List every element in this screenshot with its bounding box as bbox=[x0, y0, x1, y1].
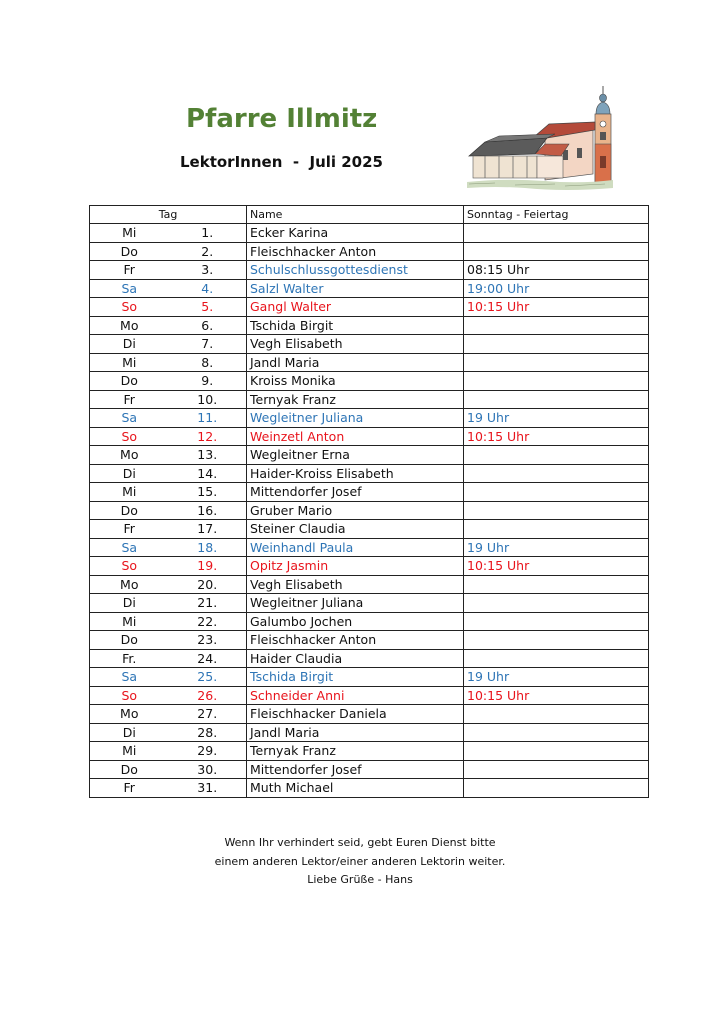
row-date: 4. bbox=[169, 279, 247, 298]
page-subtitle: LektorInnen - Juli 2025 bbox=[180, 153, 383, 171]
row-name: Gangl Walter bbox=[247, 298, 464, 317]
row-name: Wegleitner Juliana bbox=[247, 594, 464, 613]
row-time: 19 Uhr bbox=[464, 538, 649, 557]
table-row bbox=[90, 760, 649, 779]
row-name: Jandl Maria bbox=[247, 723, 464, 742]
row-name: Vegh Elisabeth bbox=[247, 335, 464, 354]
row-name: Weinzetl Anton bbox=[247, 427, 464, 446]
row-time bbox=[464, 501, 649, 520]
table-row bbox=[90, 261, 649, 280]
row-date: 10. bbox=[169, 390, 247, 409]
row-name: Mittendorfer Josef bbox=[247, 483, 464, 502]
table-row bbox=[90, 575, 649, 594]
row-day: Sa bbox=[90, 409, 169, 428]
row-day: So bbox=[90, 686, 169, 705]
table-row bbox=[90, 224, 649, 243]
row-day: Do bbox=[90, 372, 169, 391]
table-row bbox=[90, 353, 649, 372]
row-time bbox=[464, 594, 649, 613]
table-row bbox=[90, 409, 649, 428]
row-time bbox=[464, 779, 649, 798]
row-time: 08:15 Uhr bbox=[464, 261, 649, 280]
row-name: Salzl Walter bbox=[247, 279, 464, 298]
row-date: 1. bbox=[169, 224, 247, 243]
page-title: Pfarre Illmitz bbox=[186, 104, 378, 134]
table-row bbox=[90, 483, 649, 502]
table-row bbox=[90, 557, 649, 576]
footer-line-3: Liebe Grüße - Hans bbox=[307, 873, 413, 886]
table-row bbox=[90, 390, 649, 409]
row-name: Jandl Maria bbox=[247, 353, 464, 372]
row-day: Di bbox=[90, 335, 169, 354]
row-time: 10:15 Uhr bbox=[464, 557, 649, 576]
row-day: Do bbox=[90, 501, 169, 520]
row-time bbox=[464, 353, 649, 372]
row-date: 6. bbox=[169, 316, 247, 335]
row-date: 8. bbox=[169, 353, 247, 372]
row-time: 19:00 Uhr bbox=[464, 279, 649, 298]
row-time: 10:15 Uhr bbox=[464, 686, 649, 705]
row-name: Galumbo Jochen bbox=[247, 612, 464, 631]
row-time bbox=[464, 390, 649, 409]
row-date: 9. bbox=[169, 372, 247, 391]
table-row bbox=[90, 723, 649, 742]
lektor-table bbox=[89, 205, 649, 798]
row-time bbox=[464, 631, 649, 650]
row-day: Fr bbox=[90, 261, 169, 280]
row-date: 14. bbox=[169, 464, 247, 483]
row-date: 13. bbox=[169, 446, 247, 465]
row-name: Ecker Karina bbox=[247, 224, 464, 243]
row-date: 11. bbox=[169, 409, 247, 428]
row-date: 28. bbox=[169, 723, 247, 742]
row-name: Schneider Anni bbox=[247, 686, 464, 705]
row-day: Di bbox=[90, 464, 169, 483]
row-day: Mi bbox=[90, 612, 169, 631]
row-day: Mi bbox=[90, 224, 169, 243]
header-tag: Tag bbox=[90, 206, 247, 224]
row-day: Do bbox=[90, 760, 169, 779]
table-row bbox=[90, 649, 649, 668]
row-date: 23. bbox=[169, 631, 247, 650]
row-date: 18. bbox=[169, 538, 247, 557]
table-row bbox=[90, 464, 649, 483]
row-day: Do bbox=[90, 631, 169, 650]
row-date: 2. bbox=[169, 242, 247, 261]
table-row bbox=[90, 538, 649, 557]
row-day: Fr. bbox=[90, 649, 169, 668]
table-row bbox=[90, 427, 649, 446]
row-time bbox=[464, 705, 649, 724]
row-date: 26. bbox=[169, 686, 247, 705]
row-time bbox=[464, 760, 649, 779]
row-date: 12. bbox=[169, 427, 247, 446]
row-name: Wegleitner Erna bbox=[247, 446, 464, 465]
row-name: Tschida Birgit bbox=[247, 316, 464, 335]
table-row bbox=[90, 668, 649, 687]
table-row bbox=[90, 372, 649, 391]
row-time bbox=[464, 372, 649, 391]
row-date: 19. bbox=[169, 557, 247, 576]
row-time: 10:15 Uhr bbox=[464, 427, 649, 446]
row-day: Fr bbox=[90, 779, 169, 798]
table-row bbox=[90, 242, 649, 261]
row-day: Mi bbox=[90, 353, 169, 372]
row-time bbox=[464, 575, 649, 594]
row-name: Fleischhacker Anton bbox=[247, 242, 464, 261]
footer-note bbox=[150, 834, 570, 890]
table-row bbox=[90, 779, 649, 798]
row-date: 27. bbox=[169, 705, 247, 724]
row-name: Fleischhacker Anton bbox=[247, 631, 464, 650]
row-time: 10:15 Uhr bbox=[464, 298, 649, 317]
row-day: Do bbox=[90, 242, 169, 261]
row-date: 31. bbox=[169, 779, 247, 798]
row-day: So bbox=[90, 557, 169, 576]
header-name: Name bbox=[247, 206, 464, 224]
table-row bbox=[90, 298, 649, 317]
row-time bbox=[464, 464, 649, 483]
row-day: So bbox=[90, 298, 169, 317]
table-header-row bbox=[90, 206, 649, 224]
table-row bbox=[90, 279, 649, 298]
row-day: Di bbox=[90, 594, 169, 613]
row-day: Sa bbox=[90, 279, 169, 298]
row-name: Weinhandl Paula bbox=[247, 538, 464, 557]
row-name: Haider Claudia bbox=[247, 649, 464, 668]
table-row bbox=[90, 501, 649, 520]
row-day: Mi bbox=[90, 483, 169, 502]
row-date: 16. bbox=[169, 501, 247, 520]
table-row bbox=[90, 316, 649, 335]
row-day: Fr bbox=[90, 520, 169, 539]
church-drawing-icon bbox=[465, 84, 615, 196]
row-date: 25. bbox=[169, 668, 247, 687]
row-day: Mi bbox=[90, 742, 169, 761]
row-name: Opitz Jasmin bbox=[247, 557, 464, 576]
row-name: Kroiss Monika bbox=[247, 372, 464, 391]
row-date: 29. bbox=[169, 742, 247, 761]
row-name: Vegh Elisabeth bbox=[247, 575, 464, 594]
row-time bbox=[464, 224, 649, 243]
row-date: 3. bbox=[169, 261, 247, 280]
row-time bbox=[464, 723, 649, 742]
row-date: 20. bbox=[169, 575, 247, 594]
row-time bbox=[464, 242, 649, 261]
table-row bbox=[90, 705, 649, 724]
table-row bbox=[90, 686, 649, 705]
row-time: 19 Uhr bbox=[464, 409, 649, 428]
row-name: Wegleitner Juliana bbox=[247, 409, 464, 428]
row-date: 7. bbox=[169, 335, 247, 354]
header-sonntag: Sonntag - Feiertag bbox=[464, 206, 649, 224]
table-row bbox=[90, 520, 649, 539]
table-row bbox=[90, 612, 649, 631]
row-day: Di bbox=[90, 723, 169, 742]
table-row bbox=[90, 594, 649, 613]
row-day: Mo bbox=[90, 316, 169, 335]
row-name: Haider-Kroiss Elisabeth bbox=[247, 464, 464, 483]
row-time bbox=[464, 446, 649, 465]
row-date: 24. bbox=[169, 649, 247, 668]
row-day: So bbox=[90, 427, 169, 446]
row-time bbox=[464, 612, 649, 631]
row-time: 19 Uhr bbox=[464, 668, 649, 687]
row-day: Sa bbox=[90, 538, 169, 557]
row-name: Muth Michael bbox=[247, 779, 464, 798]
table-row bbox=[90, 631, 649, 650]
row-time bbox=[464, 335, 649, 354]
row-time bbox=[464, 483, 649, 502]
row-date: 17. bbox=[169, 520, 247, 539]
row-date: 15. bbox=[169, 483, 247, 502]
row-date: 22. bbox=[169, 612, 247, 631]
row-time bbox=[464, 520, 649, 539]
row-time bbox=[464, 649, 649, 668]
row-date: 5. bbox=[169, 298, 247, 317]
row-name: Ternyak Franz bbox=[247, 390, 464, 409]
row-day: Mo bbox=[90, 446, 169, 465]
row-time bbox=[464, 742, 649, 761]
row-day: Sa bbox=[90, 668, 169, 687]
table-row bbox=[90, 335, 649, 354]
table-row bbox=[90, 446, 649, 465]
row-name: Fleischhacker Daniela bbox=[247, 705, 464, 724]
row-name: Steiner Claudia bbox=[247, 520, 464, 539]
row-name: Gruber Mario bbox=[247, 501, 464, 520]
table-row bbox=[90, 742, 649, 761]
row-name: Ternyak Franz bbox=[247, 742, 464, 761]
row-date: 30. bbox=[169, 760, 247, 779]
footer-line-1: Wenn Ihr verhindert seid, gebt Euren Dienst bitte bbox=[224, 836, 496, 849]
row-time bbox=[464, 316, 649, 335]
row-day: Fr bbox=[90, 390, 169, 409]
row-day: Mo bbox=[90, 575, 169, 594]
row-name: Schulschlussgottesdienst bbox=[247, 261, 464, 280]
row-day: Mo bbox=[90, 705, 169, 724]
row-name: Mittendorfer Josef bbox=[247, 760, 464, 779]
footer-line-2: einem anderen Lektor/einer anderen Lektorin weiter. bbox=[214, 854, 506, 868]
row-date: 21. bbox=[169, 594, 247, 613]
row-name: Tschida Birgit bbox=[247, 668, 464, 687]
